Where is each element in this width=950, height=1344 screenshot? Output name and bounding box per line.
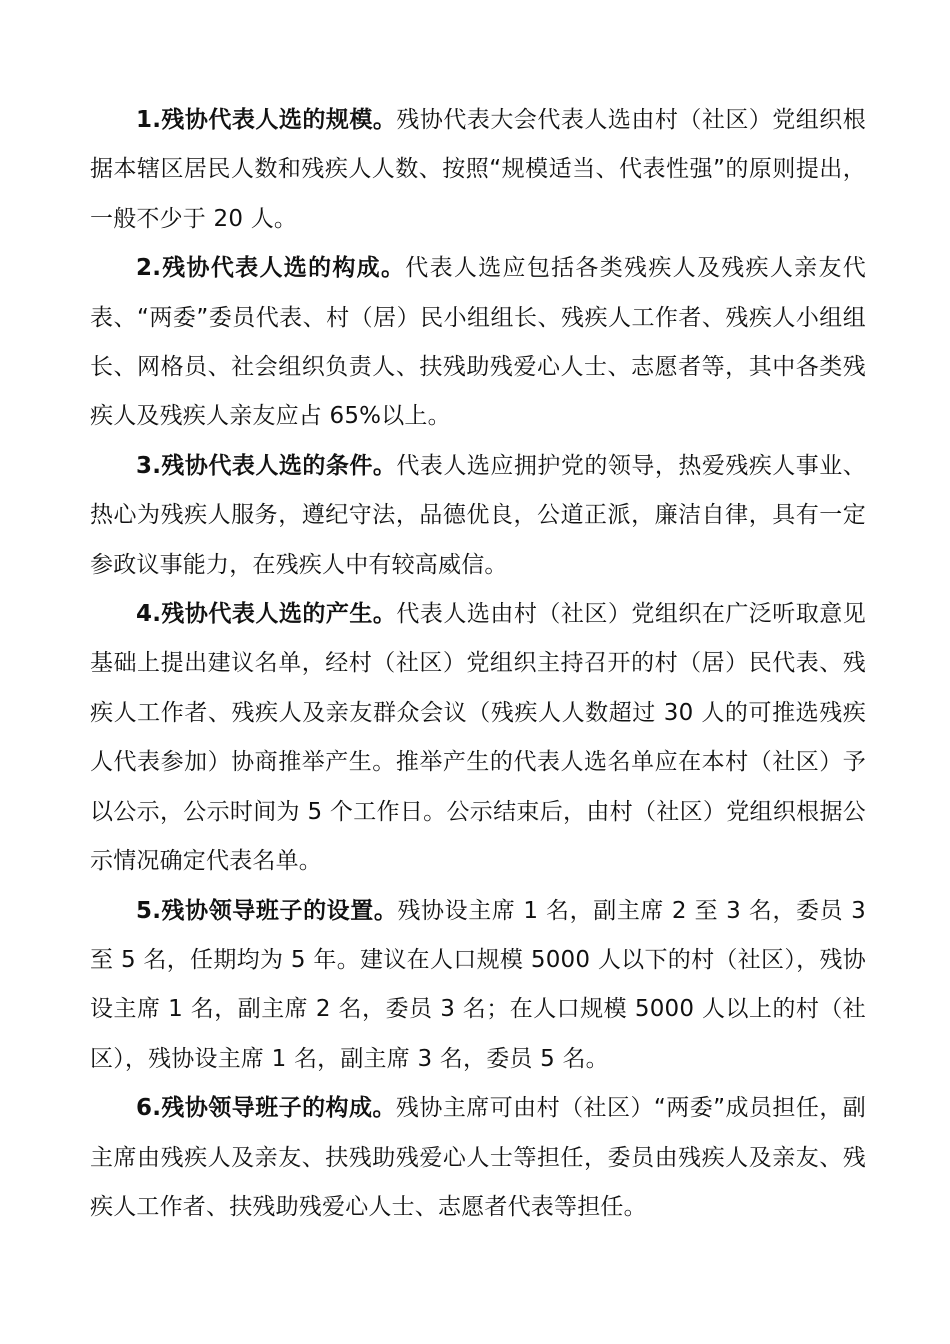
paragraph-2 [90, 244, 866, 442]
paragraph-5-heading: 5.残协领导班子的设置。 [136, 897, 398, 924]
paragraph-2-heading: 2.残协代表人选的构成。 [136, 255, 406, 282]
paragraph-3 [90, 442, 866, 590]
paragraph-6-heading: 6.残协领导班子的构成。 [136, 1095, 396, 1122]
paragraph-4 [90, 590, 866, 886]
paragraph-5 [90, 887, 866, 1085]
paragraph-2-body: 代表人选应包括各类残疾人及残疾人亲友代表、“两委”委员代表、村（居）民小组组长、残疾人工作者、残疾人小组组长、网格员、社会组织负责人、扶残助残爱心人士、志愿者等，其中各类残疾人及残疾人亲友应占 65%以上。 [90, 255, 866, 430]
paragraph-1-heading: 1.残协代表人选的规模。 [136, 107, 397, 133]
paragraph-6-body: 残协主席可由村（社区）“两委”成员担任，副主席由残疾人及亲友、扶残助残爱心人士等担任，委员由残疾人及亲友、残疾人工作者、扶残助残爱心人士、志愿者代表等担任。 [90, 1095, 866, 1220]
paragraph-5-body: 残协设主席 1 名，副主席 2 至 3 名，委员 3 至 5 名，任期均为 5 年。建议在人口规模 5000 人以下的村（社区），残协设主席 1 名，副主席 2 名，委员 3 名；在人口规模 5000 人以上的村（社区），残协设主席 1 名，副主席 3 名，委员 5 名。 [90, 897, 866, 1072]
paragraph-4-body: 代表人选由村（社区）党组织在广泛听取意见基础上提出建议名单，经村（社区）党组织主持召开的村（居）民代表、残疾人工作者、残疾人及亲友群众会议（残疾人人数超过 30 人的可推选残疾人代表参加）协商推举产生。推举产生的代表人选名单应在本村（社区）予以公示，公示时间为 5 个工作日。公示结束后，由村（社区）党组织根据公示情况确定代表名单。 [90, 601, 866, 875]
paragraph-6 [90, 1084, 866, 1232]
paragraph-1-body: 残协代表大会代表人选由村（社区）党组织根据本辖区居民人数和残疾人人数、按照“规模适当、代表性强”的原则提出，一般不少于 20 人。 [90, 107, 866, 232]
paragraph-3-body: 代表人选应拥护党的领导，热爱残疾人事业、热心为残疾人服务，遵纪守法，品德优良，公道正派，廉洁自律，具有一定参政议事能力，在残疾人中有较高威信。 [90, 452, 866, 578]
paragraph-1 [90, 96, 866, 244]
paragraph-3-heading: 3.残协代表人选的条件。 [136, 452, 397, 479]
paragraph-4-heading: 4.残协代表人选的产生。 [136, 601, 397, 628]
document-body [90, 96, 866, 1232]
